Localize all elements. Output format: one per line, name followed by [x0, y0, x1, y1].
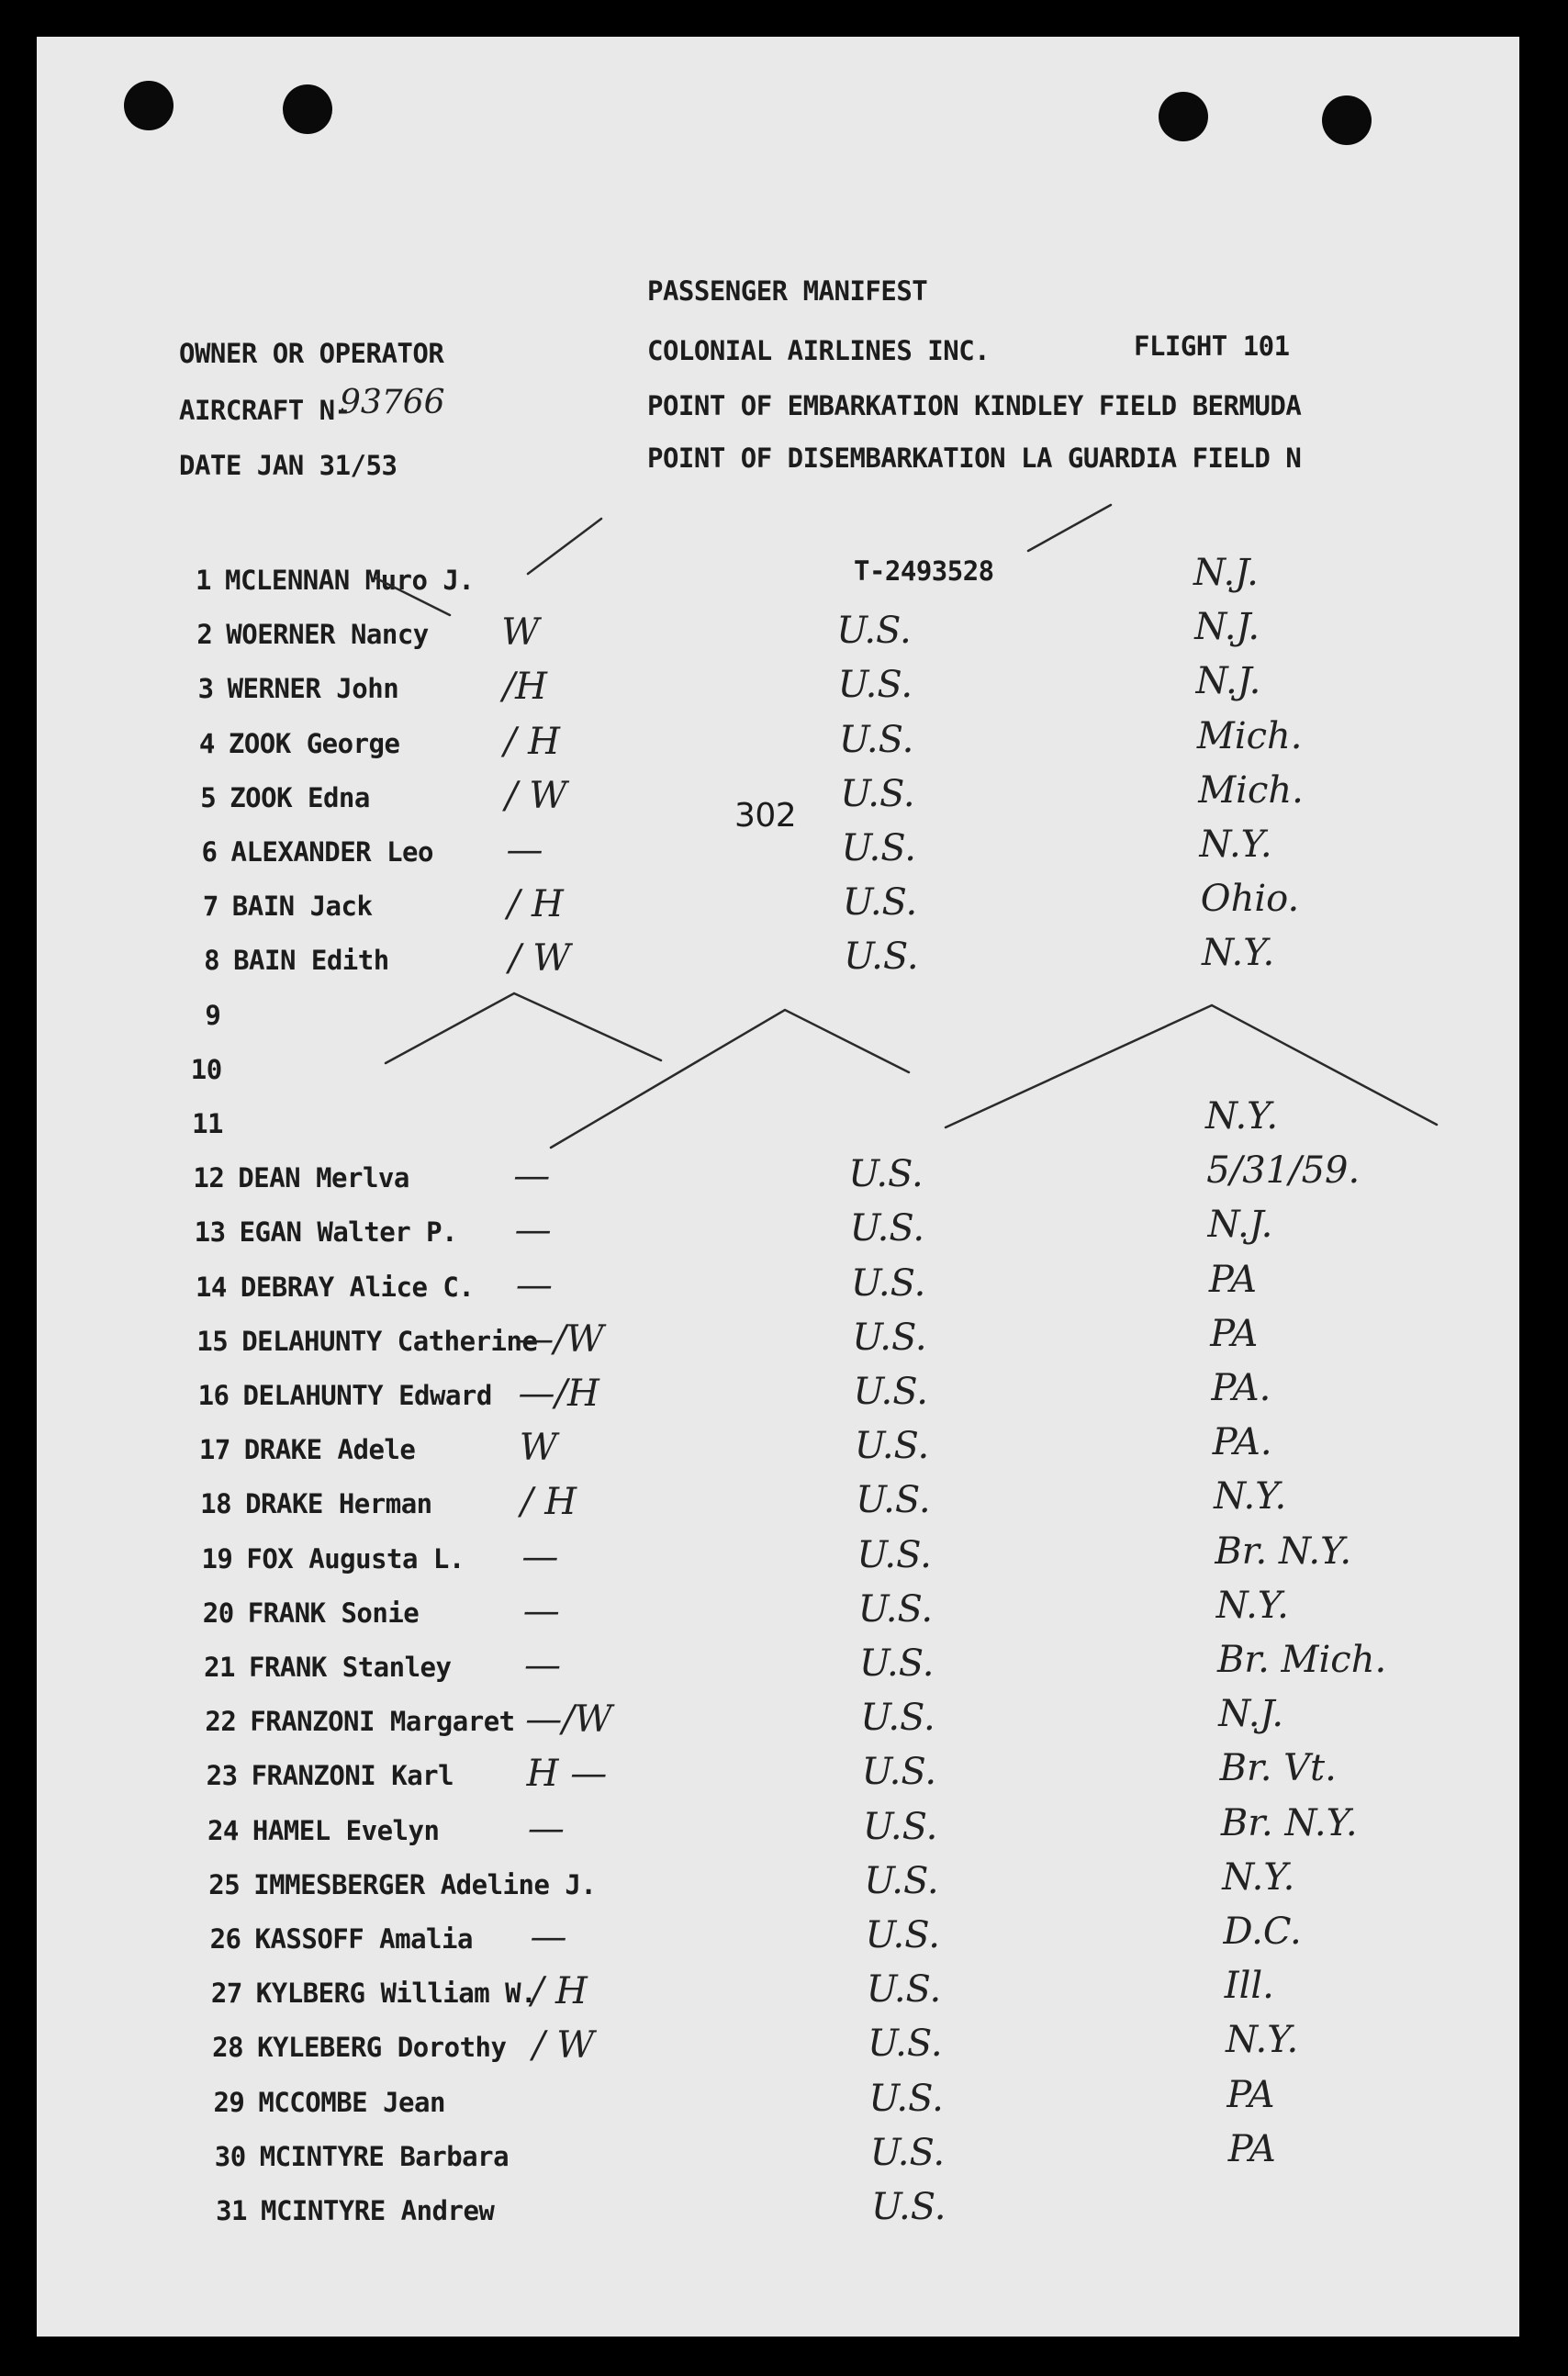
sex-mark: — [530, 1916, 567, 1958]
residence: N.J. [1194, 606, 1260, 649]
row-number: 26 [209, 1923, 241, 1955]
passenger-name: ALEXANDER Leo [230, 836, 433, 868]
punch-hole [1159, 92, 1208, 141]
passenger-row [197, 1584, 1483, 1643]
row-number: 8 [204, 945, 220, 977]
passenger-row [182, 878, 1467, 936]
passenger-name: WERNER John [227, 673, 399, 705]
passenger-name: DELAHUNTY Catherine [241, 1325, 538, 1357]
punch-hole [283, 84, 332, 134]
citizenship: U.S. [859, 1642, 935, 1685]
passenger-row [198, 1639, 1484, 1698]
citizenship: U.S. [850, 1261, 926, 1305]
residence: N.J. [1218, 1693, 1284, 1736]
passenger-row [196, 1530, 1481, 1589]
residence: N.Y. [1222, 1855, 1295, 1899]
citizenship: U.S. [857, 1587, 934, 1631]
passenger-name: HAMEL Evelyn [252, 1814, 440, 1846]
residence: Br. Mich. [1217, 1639, 1387, 1681]
passenger-row [203, 1855, 1488, 1915]
row-number: 10 [190, 1053, 222, 1085]
reference-number: T-2493528 [854, 555, 994, 587]
sex-mark: / H [507, 883, 564, 926]
citizenship: U.S. [853, 1371, 928, 1413]
passenger-row [186, 1095, 1472, 1154]
citizenship: U.S. [871, 2186, 946, 2228]
residence: N.J. [1193, 552, 1259, 594]
sex-mark: — [515, 1263, 553, 1306]
passenger-name: DELAHUNTY Edward [242, 1380, 492, 1411]
residence: N.Y. [1199, 824, 1272, 866]
passenger-row [195, 1475, 1480, 1534]
residence: Br. Vt. [1219, 1747, 1337, 1790]
stamp-number: 302 [734, 797, 797, 835]
sex-mark: —/H [518, 1373, 599, 1415]
residence: PA. [1211, 1367, 1271, 1409]
residence: PA [1208, 1258, 1258, 1301]
citizenship: U.S. [862, 1805, 938, 1848]
row-number: 24 [207, 1814, 239, 1846]
sex-mark: / H [521, 1481, 577, 1524]
citizenship: U.S. [842, 881, 918, 925]
row-number: 28 [212, 2032, 244, 2064]
sex-mark: —/W [525, 1698, 612, 1742]
citizenship: U.S. [857, 1533, 932, 1576]
row-number: 20 [202, 1597, 234, 1629]
row-number: 9 [205, 999, 221, 1031]
citizenship: U.S. [849, 1207, 925, 1250]
citizenship: U.S. [868, 2077, 944, 2120]
passenger-name: MCINTYRE Barbara [259, 2140, 510, 2172]
residence: N.J. [1207, 1204, 1273, 1247]
passenger-name: MCINTYRE Andrew [261, 2195, 495, 2226]
row-number: 13 [194, 1216, 226, 1249]
sex-mark: — [527, 1807, 565, 1850]
passenger-row [194, 1421, 1479, 1480]
sex-mark: / W [532, 2024, 595, 2068]
row-number: 11 [192, 1108, 223, 1139]
passenger-row [201, 1747, 1486, 1806]
passenger-name: MCCOMBE Jean [258, 2086, 445, 2118]
row-number: 1 [196, 565, 211, 596]
row-number: 15 [196, 1325, 229, 1357]
residence: Ohio. [1200, 878, 1300, 921]
residence: N.Y. [1202, 932, 1275, 975]
residence: N.Y. [1205, 1095, 1279, 1138]
passenger-name: IMMESBERGER Adeline J. [253, 1868, 597, 1900]
disembarkation-point: POINT OF DISEMBARKATION LA GUARDIA FIELD N [647, 443, 1302, 474]
row-number: 3 [197, 673, 214, 705]
row-number: 18 [200, 1488, 232, 1520]
passenger-row [207, 2073, 1493, 2133]
row-number: 6 [201, 836, 218, 868]
sex-mark: /H [502, 666, 547, 709]
row-number: 25 [208, 1868, 241, 1900]
row-number: 22 [205, 1706, 237, 1738]
punch-hole [1322, 95, 1372, 145]
row-number: 29 [213, 2086, 245, 2118]
sex-mark: / W [505, 774, 567, 817]
residence: PA [1226, 2073, 1275, 2116]
citizenship: U.S. [861, 1751, 937, 1794]
row-number: 5 [200, 781, 217, 813]
citizenship: U.S. [856, 1479, 931, 1522]
citizenship: U.S. [854, 1425, 930, 1468]
row-number: 23 [206, 1760, 238, 1792]
passenger-name: DEBRAY Alice C. [240, 1271, 475, 1303]
passenger-row [187, 1149, 1473, 1208]
row-number: 19 [201, 1542, 233, 1575]
passenger-row [205, 1911, 1490, 1969]
row-number: 2 [196, 619, 213, 651]
citizenship: U.S. [860, 1697, 935, 1740]
row-number: 12 [193, 1162, 225, 1194]
passenger-row [207, 2019, 1492, 2078]
sex-mark: — [521, 1535, 559, 1578]
date-label: DATE JAN 31/53 [179, 450, 398, 481]
passenger-row [174, 552, 1460, 611]
sex-mark: — [506, 829, 543, 871]
passenger-row [190, 1258, 1475, 1317]
residence: Mich. [1196, 714, 1303, 757]
passenger-row [175, 606, 1461, 665]
row-number: 31 [216, 2195, 247, 2226]
sex-mark: — [513, 1155, 551, 1198]
citizenship: U.S. [869, 2131, 946, 2174]
sex-mark: W [501, 611, 540, 655]
citizenship: U.S. [844, 936, 919, 979]
passenger-name: BAIN Edith [233, 945, 389, 977]
passenger-name: EGAN Walter P. [239, 1216, 458, 1249]
passenger-row [181, 824, 1466, 882]
row-number: 21 [204, 1652, 235, 1683]
passenger-row [177, 660, 1462, 719]
sex-mark: H — [526, 1753, 608, 1796]
passenger-name: KYLBERG William W. [255, 1978, 537, 2010]
passenger-row [183, 932, 1468, 991]
sex-mark: / H [531, 1970, 588, 2013]
passenger-name: ZOOK Edna [230, 781, 370, 813]
residence: Br. N.Y. [1220, 1801, 1358, 1844]
citizenship: U.S. [864, 1859, 939, 1902]
citizenship: U.S. [836, 610, 912, 653]
citizenship: U.S. [865, 1914, 940, 1956]
sex-mark: / W [509, 937, 571, 981]
residence: PA. [1212, 1421, 1272, 1464]
embarkation-point: POINT OF EMBARKATION KINDLEY FIELD BERMUDA [647, 390, 1302, 421]
residence: Br. N.Y. [1215, 1530, 1352, 1573]
passenger-row [202, 1801, 1487, 1861]
residence: Ill. [1224, 1965, 1274, 2008]
citizenship: U.S. [868, 2023, 943, 2066]
residence: D.C. [1223, 1911, 1302, 1953]
passenger-name: FRANK Sonie [247, 1597, 420, 1629]
sex-mark: — [514, 1209, 552, 1252]
residence: N.Y. [1226, 2019, 1299, 2062]
citizenship: U.S. [848, 1153, 924, 1196]
passenger-name: DEAN Merlva [238, 1162, 409, 1194]
manifest-title: PASSENGER MANIFEST [647, 275, 928, 307]
sex-mark: —/W [517, 1317, 604, 1361]
flight-number: FLIGHT 101 [1134, 331, 1290, 362]
residence: N.Y. [1214, 1475, 1287, 1519]
residence: N.Y. [1215, 1584, 1289, 1627]
row-number: 14 [195, 1271, 227, 1303]
aircraft-number: 93766 [340, 384, 445, 421]
sex-mark: — [524, 1644, 561, 1687]
passenger-row [179, 768, 1464, 828]
passenger-name: MCLENNAN Muro J. [225, 565, 475, 596]
citizenship: U.S. [838, 718, 914, 761]
citizenship: U.S. [840, 772, 915, 815]
passenger-name: FOX Augusta L. [246, 1542, 465, 1575]
residence: PA [1210, 1312, 1259, 1355]
row-number: 17 [198, 1434, 230, 1466]
row-number: 7 [202, 891, 218, 923]
residence: Mich. [1198, 768, 1304, 812]
passenger-row [178, 714, 1463, 774]
citizenship: U.S. [837, 664, 913, 707]
passenger-row [210, 2186, 1495, 2241]
passenger-name: KYLEBERG Dorothy [257, 2032, 507, 2064]
passenger-name: DRAKE Adele [243, 1434, 416, 1466]
passenger-row [189, 1204, 1474, 1262]
residence: 5/31/59. [1206, 1149, 1361, 1193]
sex-mark: W [519, 1427, 557, 1470]
passenger-row [209, 2127, 1495, 2187]
passenger-name: FRANZONI Karl [251, 1760, 454, 1792]
passenger-name: ZOOK George [228, 727, 400, 759]
passenger-name: DRAKE Herman [245, 1488, 432, 1520]
sex-mark: / H [503, 720, 560, 763]
passenger-row [206, 1965, 1491, 2023]
row-number: 4 [198, 727, 215, 759]
passenger-name: FRANK Stanley [249, 1652, 452, 1683]
punch-hole [124, 81, 174, 130]
residence: PA [1227, 2127, 1276, 2170]
row-number: 16 [197, 1380, 230, 1411]
passenger-name: KASSOFF Amalia [254, 1923, 473, 1955]
passenger-name: BAIN Jack [231, 891, 373, 923]
row-number: 27 [210, 1978, 242, 2010]
citizenship: U.S. [866, 1968, 942, 2012]
residence: N.J. [1195, 660, 1261, 703]
passenger-row [191, 1312, 1476, 1372]
passenger-row [199, 1693, 1484, 1752]
citizenship: U.S. [841, 827, 916, 869]
passenger-name: FRANZONI Margaret [250, 1706, 515, 1738]
passenger-name: WOERNER Nancy [226, 619, 429, 651]
citizenship: U.S. [852, 1316, 927, 1359]
aircraft-label: AIRCRAFT N- [179, 395, 351, 426]
passenger-row [193, 1367, 1478, 1426]
owner-label: OWNER OR OPERATOR [179, 338, 444, 369]
sex-mark: — [522, 1589, 560, 1632]
passenger-row [185, 1054, 1471, 1100]
carrier-name: COLONIAL AIRLINES INC. [647, 335, 991, 366]
passenger-row [184, 1000, 1469, 1046]
row-number: 30 [214, 2140, 246, 2172]
